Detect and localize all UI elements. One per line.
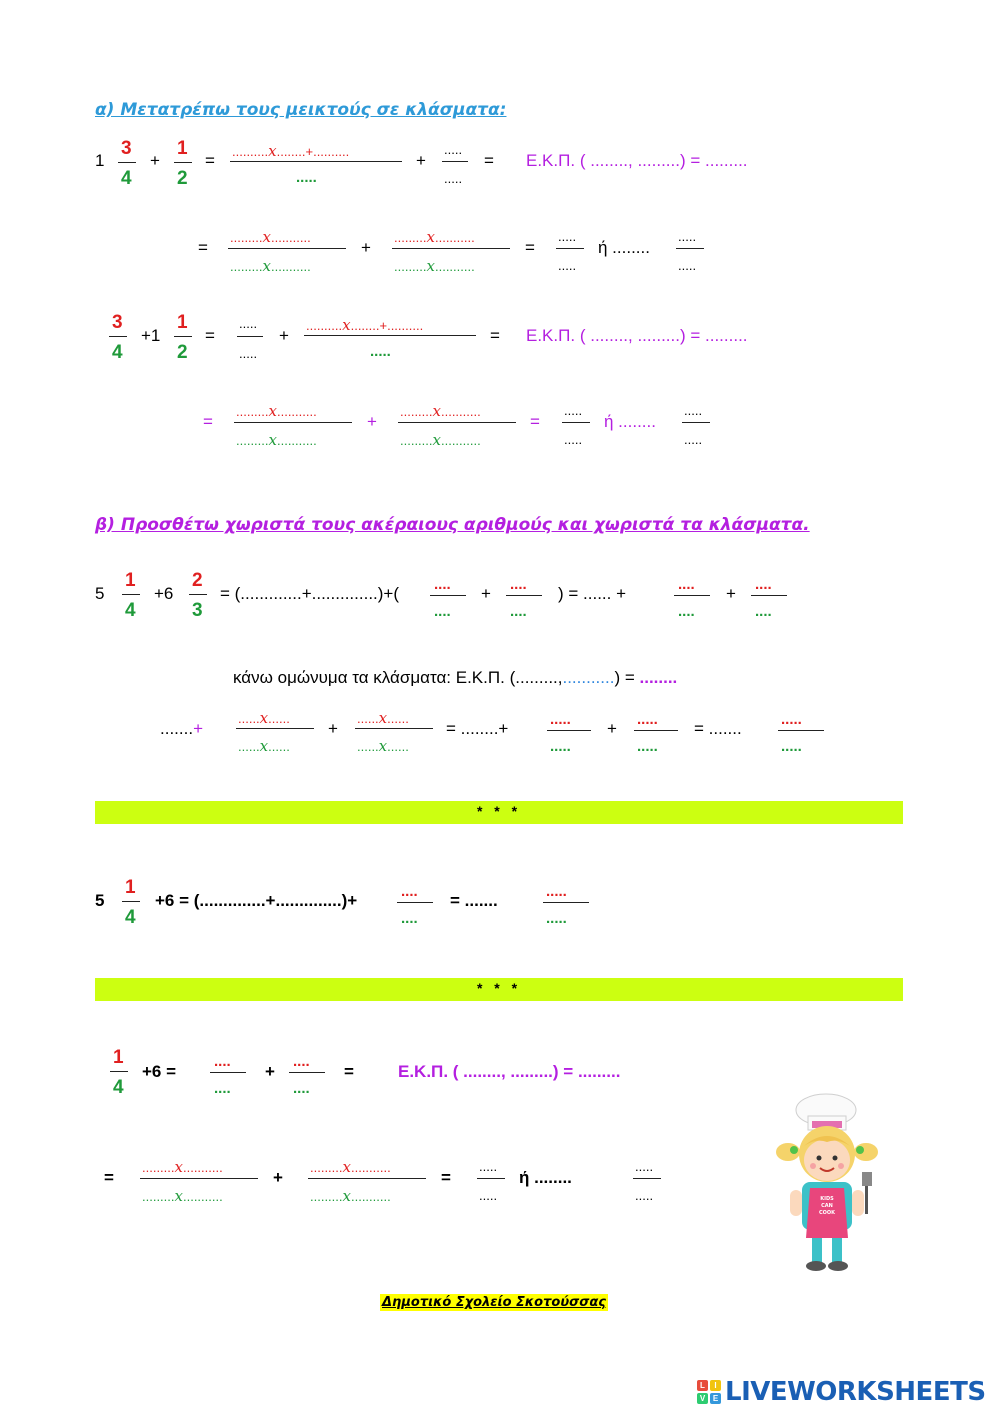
numerator: 1	[113, 1047, 124, 1068]
fraction-bar	[355, 728, 433, 729]
answer-blank-bottom[interactable]: ....	[755, 603, 772, 620]
equals-sign: =	[484, 151, 494, 170]
equals-sign: =	[198, 238, 208, 257]
answer-blank-bottom[interactable]: .....	[550, 738, 571, 755]
lcm-expression[interactable]: Ε.Κ.Π. ( ........, .........) = .........	[526, 326, 748, 345]
section-a-heading: α) Μετατρέπω τους μεικτούς σε κλάσματα:	[95, 100, 507, 120]
plus-sign: +	[273, 1168, 283, 1187]
answer-blank-top[interactable]: .....	[558, 229, 577, 244]
answer-blank-top[interactable]: .....	[678, 229, 697, 244]
fraction-bar	[308, 1178, 426, 1179]
answer-blank-top[interactable]: .....	[564, 403, 583, 418]
answer-blank-bottom[interactable]: .....	[370, 343, 391, 360]
fraction-bar	[633, 1178, 661, 1179]
section-b-heading: β) Προσθέτω χωριστά τους ακέραιους αριθμούς και χωριστά τα κλάσματα.	[95, 515, 810, 535]
answer-blank-top[interactable]: ..........x........+..........	[232, 142, 350, 160]
answer-blank-top[interactable]: .........x...........	[310, 1158, 391, 1176]
fraction-bar	[237, 336, 263, 337]
separator-band	[95, 978, 903, 1001]
fraction-bar	[430, 595, 466, 596]
answer-blank-bottom[interactable]: .....	[564, 432, 583, 447]
numerator: 3	[121, 138, 132, 159]
plus-whole: +6 =	[142, 1062, 177, 1081]
fraction-bar	[234, 422, 352, 423]
fraction-bar	[230, 161, 402, 162]
lcm-expression[interactable]: Ε.Κ.Π. ( ........, .........) = .........	[398, 1062, 621, 1081]
or-text[interactable]: ή ........	[598, 238, 650, 257]
liveworksheets-logo[interactable]	[697, 1377, 986, 1407]
svg-text:COOK: COOK	[818, 1210, 836, 1216]
fraction-bar	[304, 335, 476, 336]
fraction-bar	[110, 1071, 128, 1072]
answer-blank-bottom[interactable]: .....	[444, 171, 463, 186]
whole-sum-expression[interactable]: +6 = (..............+..............)+	[155, 891, 358, 910]
fraction-bar	[392, 248, 510, 249]
answer-blank-top[interactable]: ......x......	[357, 709, 409, 727]
svg-text:CAN: CAN	[821, 1203, 833, 1209]
answer-blank-top[interactable]: ....	[678, 576, 695, 593]
or-text[interactable]: ή ........	[604, 412, 656, 431]
separator-stars: * * *	[476, 803, 522, 819]
answer-blank-bottom[interactable]: .........x...........	[400, 431, 481, 449]
fraction-bar	[778, 730, 824, 731]
denominator: 4	[113, 1077, 124, 1098]
answer-blank-bottom[interactable]: ....	[214, 1080, 231, 1097]
equals-sign: =	[104, 1168, 114, 1187]
fraction-bar	[562, 422, 590, 423]
fraction-bar	[109, 336, 127, 337]
fraction-bar	[676, 248, 704, 249]
equals-expression[interactable]: = ........+	[446, 719, 509, 738]
answer-blank-bottom[interactable]: .........x...........	[236, 431, 317, 449]
denominator: 4	[125, 907, 136, 928]
answer-blank-top[interactable]: .....	[550, 711, 571, 728]
liveworksheets-logo-icon	[697, 1380, 721, 1404]
answer-blank-bottom[interactable]: ......x......	[238, 737, 290, 755]
answer-blank-bottom[interactable]: .........x...........	[394, 257, 475, 275]
plus-sign: +	[150, 151, 160, 170]
answer-blank-top[interactable]: .........x...........	[400, 402, 481, 420]
answer-blank-top[interactable]: ....	[214, 1053, 231, 1070]
fraction-bar	[122, 901, 140, 902]
fraction-bar	[477, 1178, 505, 1179]
answer-blank-top[interactable]: ....	[755, 576, 772, 593]
answer-blank-top[interactable]: .....	[546, 883, 567, 900]
fraction-bar	[210, 1072, 246, 1073]
lcm-instruction[interactable]	[233, 668, 677, 688]
answer-blank-top[interactable]: ..........x........+..........	[306, 316, 424, 334]
separator-stars: * * *	[476, 980, 522, 996]
fraction-bar	[543, 902, 589, 903]
fraction-bar	[682, 422, 710, 423]
answer-blank-top[interactable]: ....	[434, 576, 451, 593]
girl-chef-icon	[768, 1088, 893, 1278]
answer-blank-bottom[interactable]: ....	[678, 603, 695, 620]
fraction-bar	[118, 162, 136, 163]
fraction-bar	[174, 162, 192, 163]
answer-blank-top[interactable]: .........x...........	[236, 402, 317, 420]
equals-sign: =	[530, 412, 540, 431]
fraction-bar	[398, 422, 516, 423]
lcm-equals: ) =	[614, 668, 635, 687]
equals-sign: =	[441, 1168, 451, 1187]
answer-blank-top[interactable]: .....	[781, 711, 802, 728]
whole-number: 1	[95, 151, 105, 170]
whole-number: 5	[95, 891, 105, 910]
fraction-bar	[228, 248, 346, 249]
logo-text: LIVEWORKSHEETS	[725, 1377, 986, 1407]
answer-blank-bottom[interactable]: ....	[434, 603, 451, 620]
answer-blank-bottom[interactable]: .........x...........	[230, 257, 311, 275]
equals-sign: =	[205, 326, 215, 345]
lcm-expression[interactable]: Ε.Κ.Π. ( ........, .........) = .........	[526, 151, 748, 170]
logo-letter: I	[710, 1380, 721, 1391]
denominator: 2	[177, 168, 188, 189]
plus-whole: +1	[141, 326, 161, 345]
plus-sign: +	[607, 719, 617, 738]
denominator: 4	[121, 168, 132, 189]
plus-sign: +	[279, 326, 289, 345]
logo-letter: L	[697, 1380, 708, 1391]
answer-blank-bottom[interactable]: .....	[558, 258, 577, 273]
denominator: 2	[177, 342, 188, 363]
equals-sign: =	[203, 412, 213, 431]
fraction-bar	[506, 595, 542, 596]
equals-sign: =	[525, 238, 535, 257]
answer-blank-bottom[interactable]: ......x......	[357, 737, 409, 755]
answer-blank-bottom[interactable]: .........x...........	[142, 1187, 223, 1205]
svg-text:KIDS: KIDS	[820, 1196, 834, 1202]
answer-blank-bottom[interactable]: .....	[678, 258, 697, 273]
equals-expression[interactable]: = .......	[450, 891, 498, 910]
school-name: Δημοτικό Σχολείο Σκοτούσσας	[382, 1295, 606, 1310]
numerator: 2	[192, 570, 203, 591]
answer-blank-bottom[interactable]: .....	[296, 169, 317, 186]
lcm-result-blank[interactable]: ........	[639, 668, 678, 687]
fraction-bar	[236, 728, 314, 729]
equals-sign: =	[490, 326, 500, 345]
fraction-bar	[397, 902, 433, 903]
answer-blank-bottom[interactable]: .....	[635, 1188, 654, 1203]
answer-blank-bottom[interactable]: ....	[510, 603, 527, 620]
plus-sign: +	[328, 719, 338, 738]
whole-number: 5	[95, 584, 105, 603]
answer-blank-bottom[interactable]: .....	[479, 1188, 498, 1203]
plus-sign: +	[726, 584, 736, 603]
fraction-bar	[174, 336, 192, 337]
answer-blank-top[interactable]: ....	[510, 576, 527, 593]
fraction-bar	[556, 248, 584, 249]
denominator: 3	[192, 600, 203, 621]
answer-blank-top[interactable]: .....	[239, 316, 258, 331]
lcm-blue-blank[interactable]: ...........	[562, 668, 615, 687]
result-expression[interactable]: ) = ...... +	[558, 584, 627, 603]
fraction-bar	[189, 594, 207, 595]
numerator: 1	[177, 138, 188, 159]
separator-band	[95, 801, 903, 824]
fraction-bar	[122, 594, 140, 595]
answer-blank-bottom[interactable]: ....	[293, 1080, 310, 1097]
plus-sign: +	[361, 238, 371, 257]
whole-sum-expression[interactable]: = (.............+..............)+(	[220, 584, 400, 603]
answer-blank-bottom[interactable]: .....	[637, 738, 658, 755]
answer-blank-bottom[interactable]: .....	[781, 738, 802, 755]
answer-blank-top[interactable]: .....	[444, 142, 463, 157]
equals-sign: =	[344, 1062, 354, 1081]
plus-sign: +	[265, 1062, 275, 1081]
answer-blank-top[interactable]: .....	[637, 711, 658, 728]
fraction-bar	[751, 595, 787, 596]
plus-sign: +	[367, 412, 377, 431]
fraction-bar	[289, 1072, 325, 1073]
fraction-bar	[547, 730, 591, 731]
answer-blank-top[interactable]: ......x......	[238, 709, 290, 727]
logo-letter: E	[710, 1393, 721, 1404]
equals-expression[interactable]: = .......	[694, 719, 742, 738]
or-text[interactable]: ή ........	[519, 1168, 572, 1187]
answer-blank-top[interactable]: .........x...........	[142, 1158, 223, 1176]
numerator: 1	[125, 877, 136, 898]
answer-blank-top[interactable]: .....	[479, 1159, 498, 1174]
equals-sign: =	[205, 151, 215, 170]
answer-blank-bottom[interactable]: .....	[546, 910, 567, 927]
denominator: 4	[112, 342, 123, 363]
denominator: 4	[125, 600, 136, 621]
answer-blank-bottom[interactable]: .....	[239, 346, 258, 361]
answer-blank-top[interactable]: .....	[635, 1159, 654, 1174]
answer-blank-top[interactable]: .....	[684, 403, 703, 418]
plus-sign: +	[481, 584, 491, 603]
plus-sign: +	[416, 151, 426, 170]
whole-blank[interactable]: .......+	[160, 719, 203, 738]
fraction-bar	[140, 1178, 258, 1179]
numerator: 1	[177, 312, 188, 333]
answer-blank-top[interactable]: ....	[401, 883, 418, 900]
fraction-bar	[442, 161, 468, 162]
answer-blank-top[interactable]: .........x...........	[394, 228, 475, 246]
answer-blank-bottom[interactable]: .....	[684, 432, 703, 447]
answer-blank-top[interactable]: .........x...........	[230, 228, 311, 246]
fraction-bar	[634, 730, 678, 731]
answer-blank-top[interactable]: ....	[293, 1053, 310, 1070]
numerator: 1	[125, 570, 136, 591]
lcm-instruction-text: κάνω ομώνυμα τα κλάσματα: Ε.Κ.Π. (.........,	[233, 668, 563, 687]
answer-blank-bottom[interactable]: ....	[401, 910, 418, 927]
numerator: 3	[112, 312, 123, 333]
fraction-bar	[674, 595, 710, 596]
logo-letter: V	[697, 1393, 708, 1404]
plus-whole: +6	[154, 584, 174, 603]
answer-blank-bottom[interactable]: .........x...........	[310, 1187, 391, 1205]
